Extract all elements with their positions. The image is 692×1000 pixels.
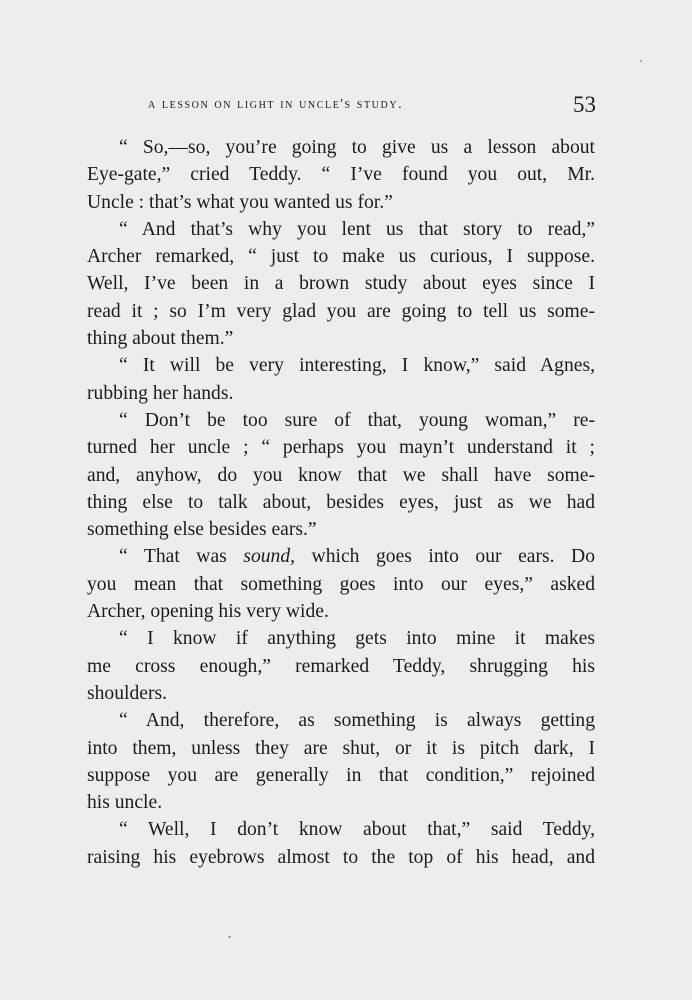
text-line: thing else to talk about, besides eyes, just as we had bbox=[87, 491, 595, 513]
text-line: “ It will be very interesting, I know,” said Agnes, bbox=[119, 355, 595, 377]
text-line: Archer, opening his very wide. bbox=[87, 601, 329, 623]
text-line: thing about them.” bbox=[87, 328, 234, 350]
text-fragment: “ That was bbox=[119, 546, 244, 568]
text-line: Uncle : that’s what you wanted us for.” bbox=[87, 191, 393, 213]
paper-speck bbox=[228, 936, 231, 938]
text-line: shoulders. bbox=[87, 682, 168, 704]
text-line: into them, unless they are shut, or it is pitch dark, I bbox=[87, 737, 595, 759]
text-line: “ Well, I don’t know about that,” said Teddy, bbox=[119, 819, 595, 841]
page-number: 53 bbox=[573, 92, 596, 117]
text-line: “ So,—so, you’re going to give us a lesson about bbox=[119, 137, 595, 158]
text-line: “ And that’s why you lent us that story to read,” bbox=[119, 218, 595, 240]
text-line: and, anyhow, do you know that we shall have some- bbox=[87, 464, 595, 486]
text-line: Eye-gate,” cried Teddy. “ I’ve found you out, Mr. bbox=[87, 164, 595, 186]
text-line bbox=[87, 543, 595, 570]
text-line: read it ; so I’m very glad you are going to tell us some- bbox=[87, 300, 595, 322]
running-title: a lesson on light in uncle's study. bbox=[148, 97, 404, 112]
running-head bbox=[86, 92, 596, 122]
body-text bbox=[87, 134, 595, 871]
text-fragment: which goes into our ears. Do bbox=[295, 546, 595, 568]
text-line: something else besides ears.” bbox=[87, 519, 317, 541]
text-line: Well, I’ve been in a brown study about eyes since I bbox=[87, 273, 595, 295]
text-line: his uncle. bbox=[87, 792, 163, 814]
text-line: turned her uncle ; “ perhaps you mayn’t understand it ; bbox=[87, 437, 595, 459]
italic-word: sound, bbox=[243, 546, 296, 568]
text-line: rubbing her hands. bbox=[87, 382, 234, 404]
text-line: “ And, therefore, as something is always getting bbox=[119, 710, 595, 732]
text-line: “ I know if anything gets into mine it makes bbox=[119, 628, 595, 650]
text-line: me cross enough,” remarked Teddy, shrugging his bbox=[87, 655, 595, 677]
text-line: Archer remarked, “ just to make us curious, I suppose. bbox=[87, 246, 595, 268]
text-line: “ Don’t be too sure of that, young woman,” re- bbox=[119, 409, 595, 431]
paper-speck bbox=[640, 60, 642, 62]
text-line: suppose you are generally in that condition,” rejoined bbox=[87, 764, 595, 786]
text-line: raising his eyebrows almost to the top of his head, and bbox=[87, 846, 595, 868]
text-line: you mean that something goes into our eyes,” asked bbox=[87, 573, 595, 595]
